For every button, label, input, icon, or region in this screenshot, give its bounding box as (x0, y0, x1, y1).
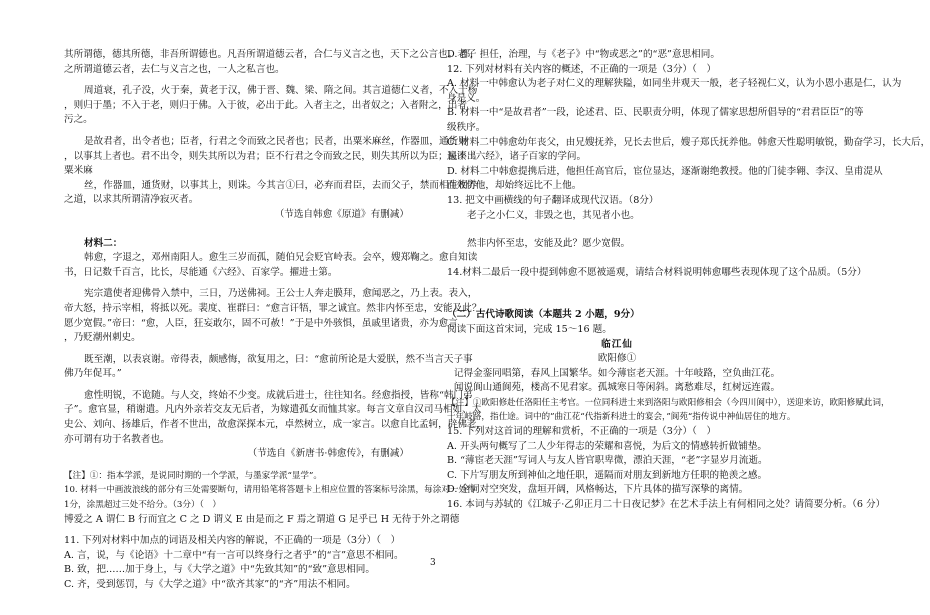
text-line: D. 材料二中韩愈提携后进，他担任高官后，宦位显达，逐渐谢绝教授。他的门徒李翱、李汉、皇甫湜从 (447, 165, 883, 177)
text-line: 临江仙 (601, 338, 633, 350)
text-line: D. 郡，担任，治理，与《老子》中“物或恶之”的“恶”意思相同。 (447, 49, 720, 60)
text-line: B. 材料一中“是故君者”一段，论述君、臣、民职责分明，体现了儒家思想所倡导的“君君臣臣”的等 (447, 107, 864, 119)
text-line: ，以事其上者也。君不出令，则失其所以为君；臣不行君之令而致之民，则失其所以为臣；民不出 (64, 150, 477, 162)
text-line: 愈性明锐，不诡随。与人交，终始不少变。成就后进士，往往知名。经愈指授，皆称“韩门弟 (84, 389, 473, 401)
text-line: 是故君者，出令者也；臣者，行君之令而致之民者也；民者，出粟米麻丝，作器皿，通货财 (84, 135, 468, 147)
text-line: 子”。愈官显，稍谢遣。凡内外亲若交友无后者，为嫁遣孤女而恤其家。每言文章自汉司马相如、太 (64, 404, 482, 416)
text-line: 【注】①：指本学派，是说同时期的一个学派，与墨家学派“显学”。 (64, 470, 323, 481)
text-line: 材料二： (84, 237, 123, 249)
text-line: 级秩序。 (447, 121, 486, 133)
text-line: 十年岐路，指仕途。词中的”曲江花“代指新科进士的宴会，”阆苑“指传说中神仙居住的地方。 (447, 412, 796, 423)
spacer (64, 382, 409, 389)
text-line: 史公、刘向、扬雄后，作者不世出，故愈深探本元，卓然树立，成一家言。以愈自比孟轲，辟佛老， (64, 419, 487, 431)
spacer (64, 462, 409, 469)
page-number: 3 (430, 558, 436, 568)
text-line: 帝大怒，持示宰相，将抵以死。裴度、崔群曰：“愈言讦牾，罪之诚宜。然非内怀至忠，安能及此？ (64, 302, 482, 314)
text-line: 既至潮，以表哀谢。帝得表，颇感悔，欲复用之，曰：“愈前所论是大爱朕，然不当言天子事 (84, 353, 473, 365)
text-line: B. “薄宦老天涯”写词人与友人皆官职卑微，漂泊天涯，“老”字显岁月流逝。 (447, 455, 768, 467)
text-line: A. 开头两句概写了二人少年得志的荣耀和喜悦，为后文的情感转折做铺垫。 (447, 440, 768, 452)
text-line: B. 致，把……加于身上，与《大学之道》中“先致其知”的“致”意思相同。 (64, 564, 375, 576)
text-line: 14.材料二最后一段中提到韩愈不愿被遥观，请结合材料说明韩愈哪些表现体现了这个品质。（5分） (447, 266, 867, 278)
spacer (447, 223, 787, 237)
text-line: 15. 下列对这首词的理解和赏析，不正确的一项是（3分）（ ） (447, 426, 717, 438)
text-line: 博爱之 A 谓仁 B 行而宜之 C 之 D 谓义 E 由是而之 F 焉之谓道 G 足乎已 H 无待于外之谓德 (64, 513, 460, 525)
text-line: 16. 本词与苏轼的《江城子·乙卯正月二十日夜记梦》在艺术手法上有何相同之处？请简要分析。（6 分） (447, 499, 886, 511)
text-line: 佛乃年促耳。” (64, 368, 122, 380)
text-line: 然非内怀至忠，安能及此？愿少宽假。 (467, 238, 631, 250)
text-line: （节选自韩愈《原道》有删减） (274, 208, 409, 220)
text-line: 其所谓德，德其所德，非吾所谓德也。凡吾所谓道德云者，合仁与义言之也，天下之公言也。老子 (64, 49, 477, 60)
text-line: A. 材料一中韩愈认为老子对仁义的理解狭隘，如同坐井观天一般，老子轻视仁义，认为小恩小惠是仁，认为 (447, 78, 902, 90)
spacer (64, 346, 409, 353)
text-line: 老子之小仁义，非毁之也，其见者小也。 (467, 209, 640, 221)
spacer (64, 280, 409, 287)
text-line: 之所谓道德云者，去仁与义言之也，一人之私言也。 (64, 63, 285, 75)
text-line: 11. 下列对材料中加点的词语及相关内容的解说，不正确的一项是（3分）（ ） (64, 535, 401, 547)
text-line: （二）古代诗歌阅读（本题共 2 小题，9分） (447, 309, 640, 321)
text-line: 阅读下面这首宋词，完成 15～16 题。 (447, 323, 612, 335)
spacer (64, 128, 409, 135)
text-line: 1分，涂黑超过三处不给分。（3分）（ ） (64, 500, 222, 511)
text-line: ，乃贬潮州刺史。 (64, 332, 141, 344)
text-line: 身是义。 (447, 92, 486, 104)
text-line: ，则归于墨；不入于老，则归于佛。入于彼，必出于此。入者主之，出者奴之；入者附之，出者 (64, 99, 467, 111)
spacer (447, 252, 787, 266)
text-line: 13. 把文中画横线的句子翻译成现代汉语。（8分） (447, 194, 659, 206)
text-line: 记得金銮同唱第，春风上国繁华。如今薄宦老天涯。十年岐路，空负曲江花。 (453, 367, 781, 379)
text-line: 闻说阆山通阆苑，楼高不见君家。孤城寒日等闲斜。离愁难尽，红树远连霞。 (453, 382, 781, 394)
text-line: 污之。 (64, 114, 93, 126)
text-line: （节选自《新唐书·韩愈传》，有删减） (247, 448, 409, 460)
text-line: 12. 下列对材料有关内容的概述，不正确的一项是（3分）（ ） (447, 63, 717, 75)
text-line: 书，日记数千百言，比长，尽能通《六经》、百家学。擢进士第。 (64, 266, 338, 278)
right-column (447, 48, 930, 513)
text-line: D. 全词对空突发，盘垣开阔，风格畅达，下片具体的描写深挚的离情。 (447, 484, 749, 496)
text-line: C. 下片写朋友所到神仙之地任职，遥隔而对朋友到新地方任职的艳羡之感。 (447, 469, 768, 481)
text-line: 欧阳修① (597, 353, 637, 365)
text-line: 之道，以求其所谓清净寂灭者。 (64, 194, 199, 206)
text-line: 亦可谓有功于名教者也。 (64, 433, 170, 445)
text-line: 丝，作器皿，通货财，以事其上，则诛。今其言①曰，必弃而君臣，去而父子，禁而相生相养 (84, 179, 478, 191)
text-line: 粟米麻 (64, 165, 93, 177)
text-line: A. 言，说，与《论语》十二章中“有一言可以终身行之者乎”的“言”意思不相同。 (64, 549, 404, 561)
text-line: 遍读《六经》，诸子百家的学问。 (447, 151, 587, 163)
spacer (64, 77, 409, 84)
spacer (64, 527, 409, 534)
text-line: C. 材料二中韩愈幼年丧父，由兄嫂抚养，兄长去世后，嫂子郑氏抚养他。韩愈天性聪明敏锐，勤奋学习，长大后， (447, 136, 930, 148)
spacer (447, 294, 787, 308)
text-line: 韩愈，字退之，邓州南阳人。愈生三岁而孤，随伯兄会贬官岭表。会卒，嫂郑鞠之。愈自知读 (84, 252, 478, 264)
text-line: 周道衰，孔子没，火于秦，黄老于汉，佛于晋、魏、梁、隋之间。其言道德仁义者，不入于杨 (84, 85, 478, 97)
text-line: 而效仿他，却始终远比不上他。 (447, 180, 582, 192)
spacer (64, 223, 409, 237)
spacer (447, 280, 787, 294)
text-line: C. 齐，受到惩罚，与《大学之道》中“欲齐其家”的“齐”用法不相同。 (64, 579, 356, 590)
text-line: 【注】①欧阳修赴任洛阳任主考官。一位同科进士来到洛阳与欧阳修相会（今四川阆中），送迎来访，欧阳修赋此词， (447, 397, 890, 408)
text-line: 愿少宽假。”帝曰：“愈，人臣，狂妄敢尔，固不可赦！”于是中外骇惧，虽戚里诸贵，亦为愈言 (64, 317, 458, 329)
text-line: 宪宗遣使者迎佛骨入禁中，三日，乃送佛祠。王公士人奔走膜拜，愈闻恶之，乃上表。表入， (84, 288, 478, 300)
text-line: 10. 材料一中画波浪线的部分有三处需要断句，请用铅笔将答题卡上相应位置的答案标号涂黑，每涂对一处得 (64, 485, 476, 496)
